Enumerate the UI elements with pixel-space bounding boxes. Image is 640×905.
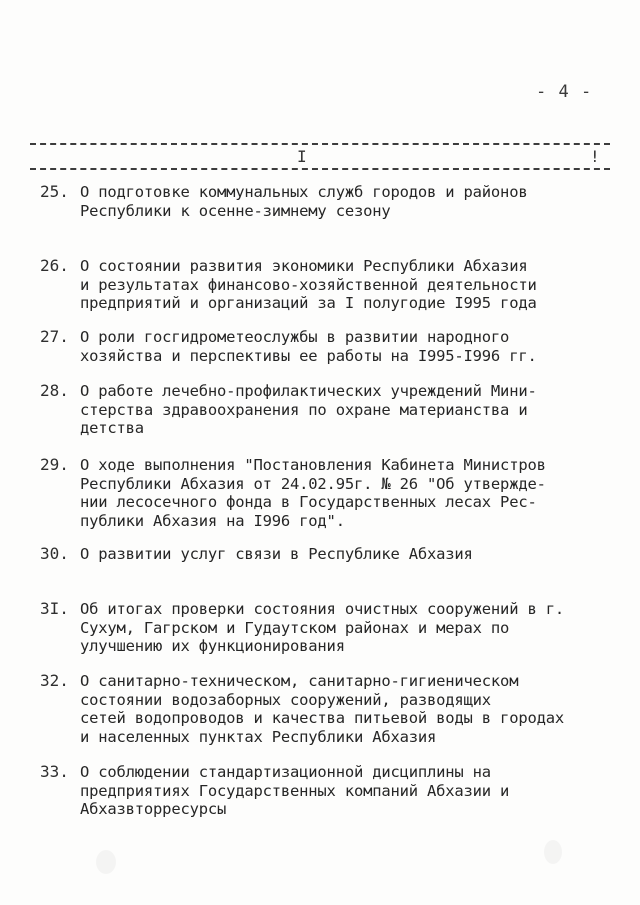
item-text: О соблюдении стандартизационной дисциплины на предприятиях Государственных компаний Абхазии и Абхазвторресурсы [80,763,510,818]
column-mark-roman: I [297,147,307,166]
agenda-item-26 [40,257,620,313]
agenda-item-28 [40,382,620,438]
agenda-item-25 [40,183,620,220]
agenda-item-30 [40,545,620,564]
paper-smudge [96,850,116,874]
item-number: 26. [40,256,69,275]
agenda-item-29 [40,456,620,530]
item-text: О ходе выполнения "Постановления Кабинета Министров Республики Абхазия от 24.02.95г. № 26 "Об утвержде- нии лесосечного фонда в Государственных лесах Рес- публики Абхазия на I996 год". [80,456,546,530]
item-text: О роли госгидрометеослужбы в развитии народного хозяйства и перспективы ее работы на I995-I996 гг. [80,328,537,365]
column-mark-end: ! [590,147,600,166]
table-rule-bottom [30,168,610,170]
agenda-item-33 [40,763,620,819]
item-number: 27. [40,327,69,346]
item-number: 28. [40,381,69,400]
item-number: 25. [40,182,69,201]
item-number: 29. [40,455,69,474]
item-text: О работе лечебно-профилактических учреждений Мини- стерства здравоохранения по охране материанства и детства [80,382,537,437]
item-text: О состоянии развития экономики Республики Абхазия и результатах финансово-хозяйственной деятельности предприятий и организаций за I полугодие I995 года [80,257,537,312]
page-number: - 4 - [536,82,593,102]
item-text: О развитии услуг связи в Республике Абхазия [80,545,473,563]
item-number: 33. [40,762,69,781]
item-text: О подготовке коммунальных служб городов и районов Республики к осенне-зимнему сезону [80,183,528,220]
item-number: 30. [40,544,69,563]
agenda-item-32 [40,672,620,746]
item-number: 32. [40,671,69,690]
agenda-item-31 [40,600,620,656]
item-text: О санитарно-техническом, санитарно-гигиеническом состоянии водозаборных сооружений, разводящих сетей водопроводов и качества питьевой воды в городах и населенных пунктах Республики Абхазия [80,672,564,746]
item-text: Об итогах проверки состояния очистных сооружений в г. Сухум, Гагрском и Гудаутском районах и мерах по улучшению их функционирования [80,600,564,655]
agenda-item-27 [40,328,620,365]
paper-smudge [544,840,562,864]
item-number: 3I. [40,599,69,618]
table-rule-top [30,143,610,145]
